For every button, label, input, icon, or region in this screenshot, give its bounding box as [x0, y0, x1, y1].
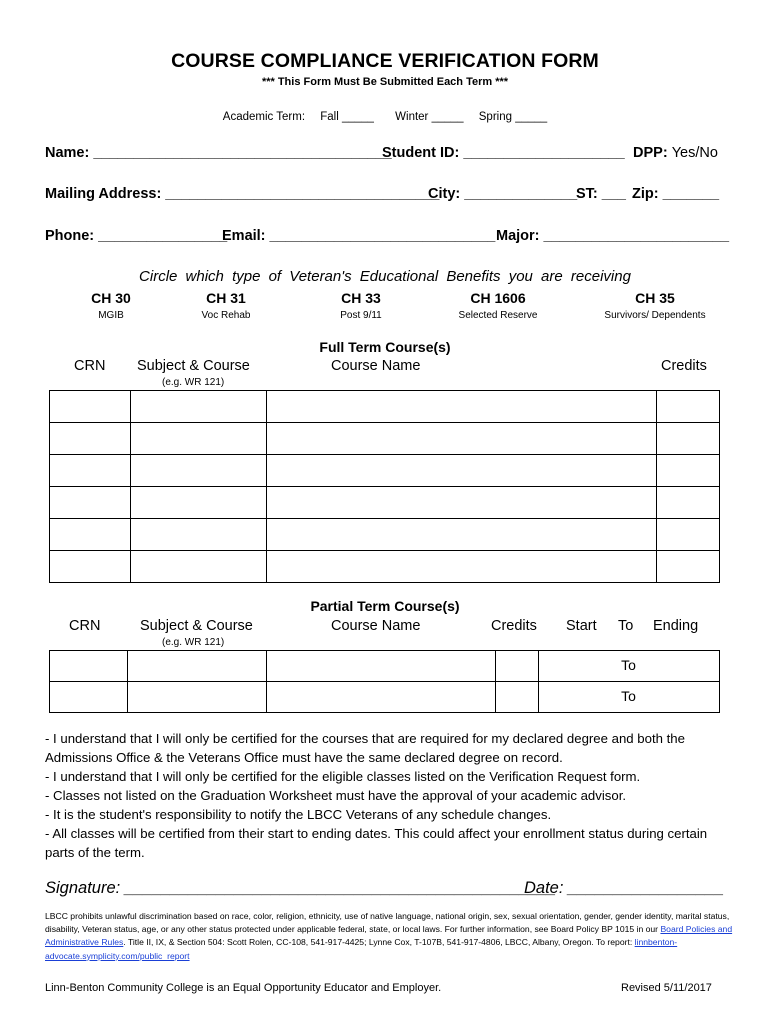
partial-term-example: (e.g. WR 121): [162, 637, 225, 648]
table-row: [50, 651, 720, 682]
course-name-cell[interactable]: [266, 551, 656, 583]
crn-cell[interactable]: [50, 651, 128, 682]
footer-eeo: Linn-Benton Community College is an Equal Opportunity Educator and Employer.: [45, 982, 442, 994]
credits-cell[interactable]: [657, 519, 720, 551]
term-winter[interactable]: Winter _____: [395, 111, 464, 123]
credits-cell[interactable]: [657, 423, 720, 455]
crn-cell[interactable]: [50, 487, 131, 519]
course-name-cell[interactable]: [266, 651, 496, 682]
state-field[interactable]: ST: ___: [576, 186, 626, 202]
chapter-ch33[interactable]: CH 33: [341, 290, 381, 306]
table-row: [50, 682, 720, 713]
benefits-prompt: Circle which type of Veteran's Educational Benefits you are receiving: [139, 268, 631, 285]
table-row: [50, 423, 720, 455]
full-term-example: (e.g. WR 121): [162, 377, 225, 388]
mailing-address-field[interactable]: Mailing Address: __________________________________: [45, 186, 440, 202]
subject-cell[interactable]: [130, 423, 266, 455]
chapter-ch30[interactable]: CH 30: [91, 290, 131, 306]
course-name-cell[interactable]: [266, 519, 656, 551]
chapter-ch35[interactable]: CH 35: [635, 290, 675, 306]
table-row: [50, 551, 720, 583]
major-field[interactable]: Major: _______________________: [496, 228, 730, 244]
partial-term-title: Partial Term Course(s): [310, 598, 460, 614]
crn-cell[interactable]: [50, 551, 131, 583]
course-name-cell[interactable]: [266, 423, 656, 455]
credits-cell[interactable]: [657, 391, 720, 423]
subject-cell[interactable]: [130, 487, 266, 519]
form-subtitle: *** This Form Must Be Submitted Each Term ***: [261, 76, 509, 88]
dates-cell[interactable]: [539, 651, 720, 682]
subject-cell[interactable]: [127, 651, 266, 682]
dates-cell[interactable]: [539, 682, 720, 713]
board-policies-link[interactable]: Board Policies and Administrative Rules: [45, 924, 733, 948]
statement-5: - All classes will be certified from their start to ending dates. This could affect your enrollment status during certain parts of the term.: [45, 826, 708, 860]
student-id-field[interactable]: Student ID: ____________________: [382, 145, 625, 161]
report-link[interactable]: linnbenton-advocate.symplicity.com/public_report: [45, 937, 678, 961]
chapter-ch35-desc: Survivors/ Dependents: [604, 310, 706, 321]
subject-cell[interactable]: [130, 391, 266, 423]
to-label: To: [621, 688, 636, 704]
full-term-title: Full Term Course(s): [319, 339, 451, 355]
credits-cell[interactable]: [657, 487, 720, 519]
subject-cell[interactable]: [130, 551, 266, 583]
footer-revised: Revised 5/11/2017: [621, 982, 712, 994]
crn-cell[interactable]: [50, 391, 131, 423]
statement-3: - Classes not listed on the Graduation Worksheet must have the approval of your academic advisor.: [45, 788, 627, 803]
dpp-label: DPP:: [633, 145, 668, 161]
name-field[interactable]: Name: _____________________________________: [45, 145, 392, 161]
subject-cell[interactable]: [130, 519, 266, 551]
full-term-table: [49, 390, 720, 583]
partial-term-credits-header: Credits: [491, 618, 537, 634]
crn-cell[interactable]: [50, 519, 131, 551]
to-label: To: [621, 657, 636, 673]
table-row: [50, 391, 720, 423]
table-row: [50, 487, 720, 519]
table-row: [50, 519, 720, 551]
subject-cell[interactable]: [130, 455, 266, 487]
email-field[interactable]: Email: ____________________________: [222, 228, 496, 244]
academic-term-row: [0, 111, 770, 123]
academic-term-label: Academic Term:: [222, 111, 306, 123]
credits-cell[interactable]: [657, 455, 720, 487]
chapter-ch1606-desc: Selected Reserve: [458, 310, 538, 321]
statement-2: - I understand that I will only be certified for the eligible classes listed on the Verification Request form.: [45, 769, 641, 784]
phone-field[interactable]: Phone: ________________: [45, 228, 228, 244]
partial-term-table: [49, 650, 720, 713]
crn-cell[interactable]: [50, 682, 128, 713]
dpp-value[interactable]: Yes/No: [671, 145, 718, 161]
credits-cell[interactable]: [496, 682, 539, 713]
statement-1: - I understand that I will only be certified for the courses that are required for my declared degree and both the Admissions Office & the Veterans Office must have the same declared degree on record.: [45, 731, 685, 765]
full-term-crn-header: CRN: [74, 358, 106, 374]
partial-term-start-header: Start: [566, 618, 597, 634]
table-row: [50, 455, 720, 487]
partial-term-to-header: To: [618, 618, 634, 634]
chapter-ch31[interactable]: CH 31: [206, 290, 246, 306]
chapter-ch30-desc: MGIB: [98, 310, 124, 321]
chapter-ch31-desc: Voc Rehab: [201, 310, 251, 321]
crn-cell[interactable]: [50, 423, 131, 455]
subject-cell[interactable]: [127, 682, 266, 713]
notice-text-2: . Title II, IX, & Section 504: Scott Rolen, CC-108, 541-917-4425; Lynne Cox, T-107B, 541-917-4806, LBCC, Albany, Oregon. To report:: [123, 937, 635, 948]
full-term-course-name-header: Course Name: [331, 358, 421, 374]
partial-term-course-name-header: Course Name: [331, 618, 421, 634]
notice-text-1: LBCC prohibits unlawful discrimination based on race, color, religion, ethnicity, use of native language, national origin, sex, sexual orientation, gender, gender identity, marital status, disability, Veteran status, age, or any other status protected under applicable federal, state, or local laws. For further information, see Board Policy BP 1015 in our: [45, 911, 730, 935]
signature-field[interactable]: Signature: _______________________________________________: [45, 879, 557, 897]
course-name-cell[interactable]: [266, 487, 656, 519]
partial-term-crn-header: CRN: [69, 618, 101, 634]
chapter-ch1606[interactable]: CH 1606: [470, 290, 526, 306]
acknowledgement-statements: [45, 729, 735, 862]
course-name-cell[interactable]: [266, 391, 656, 423]
date-field[interactable]: Date: _________________: [524, 879, 725, 897]
nondiscrimination-notice: [45, 910, 735, 963]
credits-cell[interactable]: [657, 551, 720, 583]
course-name-cell[interactable]: [266, 682, 496, 713]
course-name-cell[interactable]: [266, 455, 656, 487]
full-term-subject-header: Subject & Course: [137, 358, 250, 374]
term-spring[interactable]: Spring _____: [478, 111, 548, 123]
city-field[interactable]: City: ______________: [428, 186, 578, 202]
chapter-ch33-desc: Post 9/11: [340, 310, 382, 321]
form-title: COURSE COMPLIANCE VERIFICATION FORM: [171, 50, 599, 72]
term-fall[interactable]: Fall _____: [320, 111, 374, 123]
partial-term-ending-header: Ending: [653, 618, 699, 634]
credits-cell[interactable]: [496, 651, 539, 682]
partial-term-subject-header: Subject & Course: [140, 618, 253, 634]
zip-field[interactable]: Zip: _______: [632, 186, 720, 202]
crn-cell[interactable]: [50, 455, 131, 487]
statement-4: - It is the student's responsibility to notify the LBCC Veterans of any schedule changes.: [45, 807, 552, 822]
dpp-field[interactable]: [633, 145, 718, 161]
full-term-credits-header: Credits: [661, 358, 707, 374]
